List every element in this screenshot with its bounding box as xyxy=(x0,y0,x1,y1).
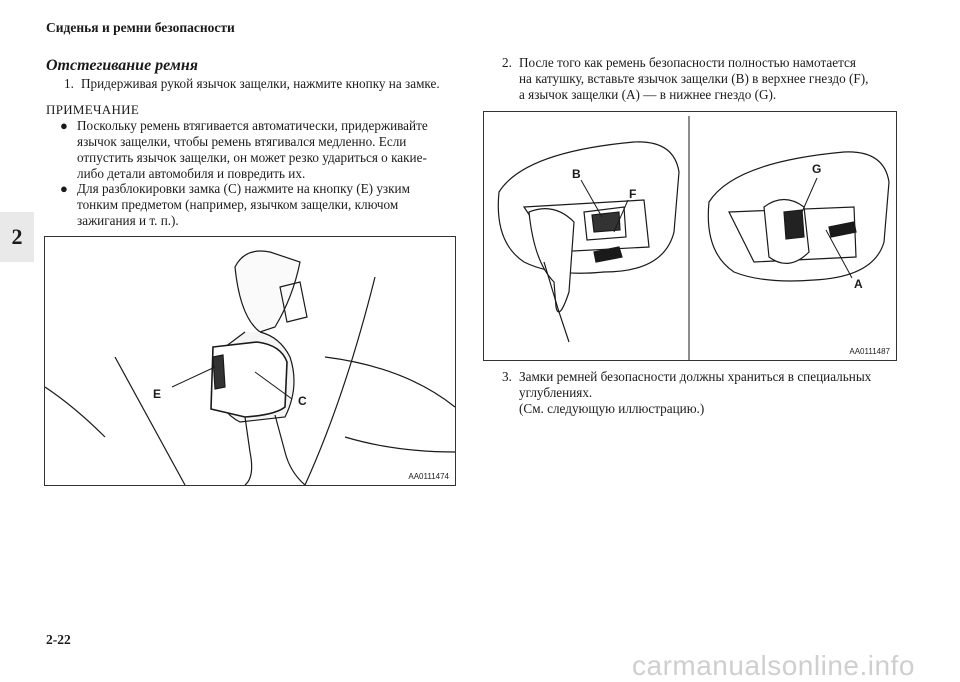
step-3 xyxy=(502,369,922,419)
buckle-illustration xyxy=(45,237,455,485)
step-line: а язычок защелки (A) — в нижнее гнездо (G). xyxy=(519,87,777,102)
bullet-line: тонким предметом (например, язычком защелки, ключом xyxy=(77,197,399,212)
note-bullet-1 xyxy=(60,118,460,184)
bullet-line: язычок защелки, чтобы ремень втягивался медленно. Если xyxy=(77,134,407,149)
bullet-icon: ● xyxy=(60,118,68,133)
bullet-icon: ● xyxy=(60,181,68,196)
bullet-line: отпустить язычок защелки, он может резко удариться о какие- xyxy=(77,150,427,165)
section-title: Отстегивание ремня xyxy=(46,57,198,74)
bullet-line: Для разблокировки замка (C) нажмите на кнопку (E) узким xyxy=(77,181,410,196)
step-line: После того как ремень безопасности полностью намотается xyxy=(519,55,856,70)
note-bullet-2 xyxy=(60,181,460,231)
step-line: углублениях. xyxy=(519,385,593,400)
figure-tongue-storage xyxy=(483,111,897,361)
step-number: 3. xyxy=(502,369,512,384)
step-text xyxy=(519,369,871,417)
step-line: (См. следующую иллюстрацию.) xyxy=(519,401,705,416)
callout-b: B xyxy=(572,167,581,181)
callout-e: E xyxy=(153,387,162,401)
bullet-line: зажигания и т. п.). xyxy=(77,213,179,228)
figure-code: AA0111474 xyxy=(408,472,449,481)
step-number: 2. xyxy=(502,55,512,70)
step-text xyxy=(519,55,868,103)
figure-code: AA0111487 xyxy=(849,347,890,356)
note-heading: ПРИМЕЧАНИЕ xyxy=(46,102,140,117)
step-line: на катушку, вставьте язычок защелки (B) в верхнее гнездо (F), xyxy=(519,71,869,86)
bullet-text xyxy=(77,181,410,229)
figure-buckle-release xyxy=(44,236,456,486)
step-line: Замки ремней безопасности должны храниться в специальных xyxy=(519,369,872,384)
callout-g: G xyxy=(812,162,822,176)
page-number: 2-22 xyxy=(46,632,71,647)
running-header: Сиденья и ремни безопасности xyxy=(46,20,235,35)
step-text: Придерживая рукой язычок защелки, нажмите кнопку на замке. xyxy=(81,76,440,91)
step-number: 1. xyxy=(64,76,74,91)
step-1 xyxy=(64,76,464,94)
chapter-number: 2 xyxy=(11,224,23,249)
watermark: carmanualsonline.info xyxy=(632,650,915,681)
bullet-line: либо детали автомобиля и повредить их. xyxy=(77,166,306,181)
storage-illustration xyxy=(484,112,896,360)
callout-a: A xyxy=(854,277,863,291)
callout-c: C xyxy=(298,394,307,408)
bullet-text xyxy=(77,118,428,182)
bullet-line: Поскольку ремень втягивается автоматически, придерживайте xyxy=(77,118,428,133)
step-2 xyxy=(502,55,922,105)
callout-f: F xyxy=(629,187,637,201)
chapter-tab xyxy=(0,212,34,262)
